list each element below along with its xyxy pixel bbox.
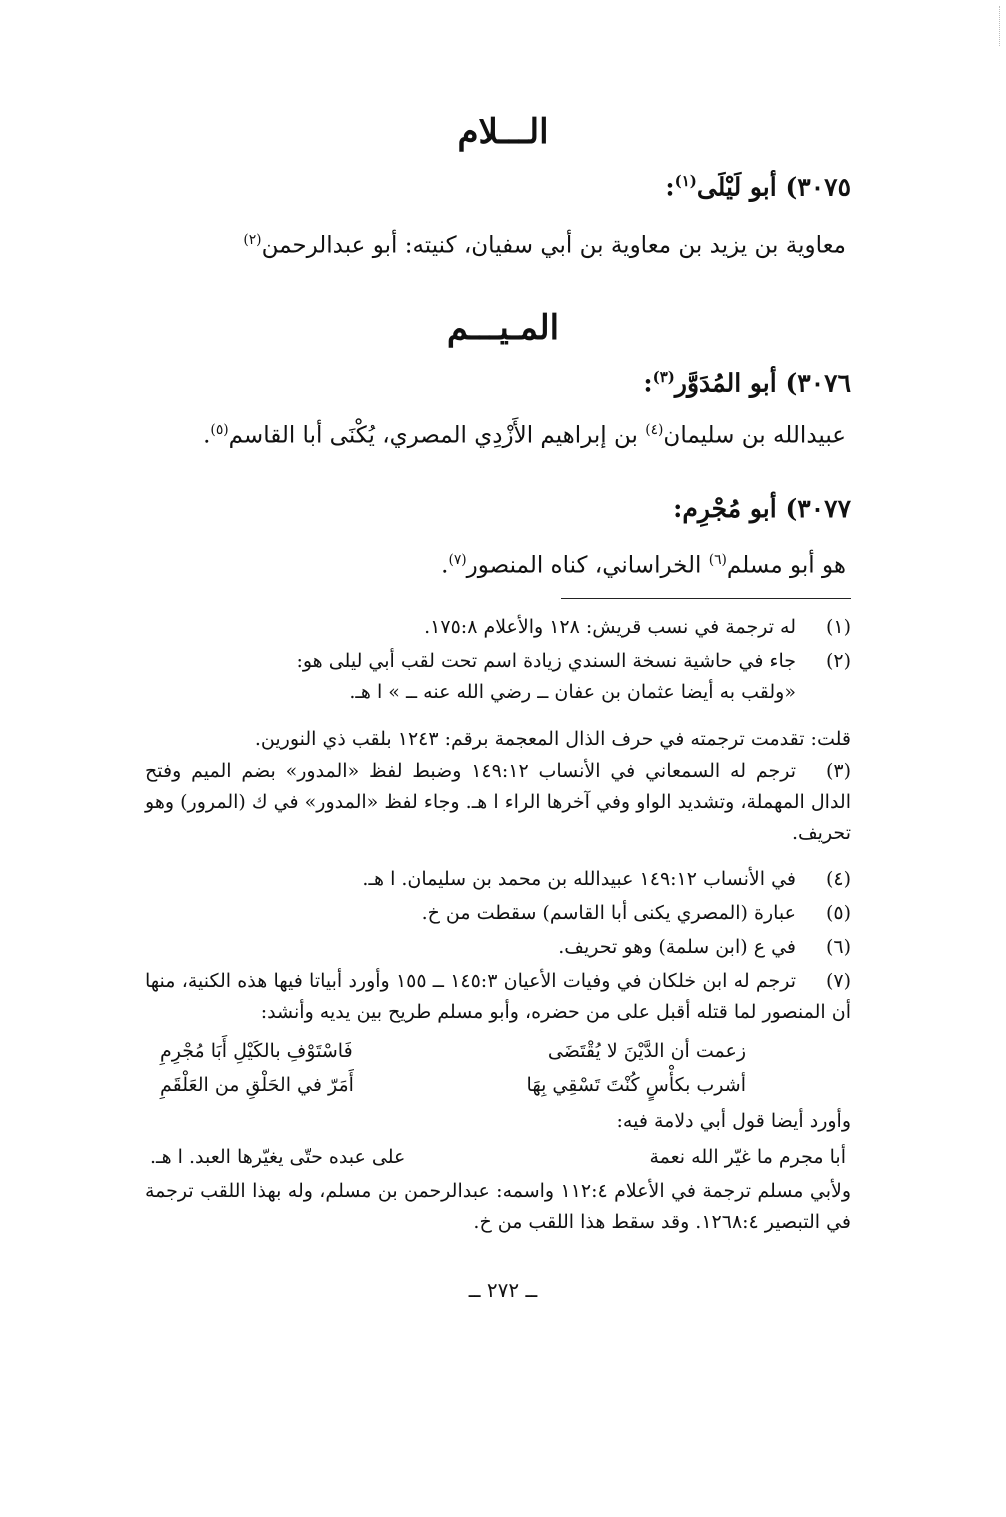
footnote-7-continuation: ولأبي مسلم ترجمة في الأعلام ١١٢:٤ واسمه: عبدالرحمن بن مسلم، وله بهذا اللقب ترجمة في التبصير ١٢٦٨:٤. وقد سقط هذا اللقب من خ. — [145, 1180, 851, 1233]
footnote-text: عبارة (المصري يكنى أبا القاسم) سقطت من خ. — [421, 902, 796, 924]
footnote-4 — [145, 864, 851, 895]
entry-body-text: عبيدالله بن سليمان — [663, 422, 846, 449]
entry-number: ٣٠٧٧) — [785, 494, 851, 523]
entry-body-end: . — [203, 422, 211, 449]
footnote-5 — [145, 898, 851, 929]
page-number: ــ ٢٧٢ ــ — [468, 1278, 538, 1302]
entry-3076-heading — [643, 368, 851, 397]
footnote-2-remark: قلت: تقدمت ترجمته في حرف الذال المعجمة برقم: ١٢٤٣ بلقب ذي النورين. — [254, 728, 851, 750]
footnote-number: (٢) — [825, 650, 851, 672]
page-edge-mark — [997, 6, 1000, 46]
footnote-1 — [145, 612, 851, 643]
section-title-mim: المـيـــم — [446, 308, 560, 348]
entry-3075-body — [150, 220, 846, 266]
footnote-number: (٥) — [825, 902, 851, 924]
footnote-7-continuation: وأورد أيضا قول أبي دلامة فيه: — [616, 1110, 851, 1132]
footnote-text: في ع (ابن سلمة) وهو تحريف. — [558, 936, 796, 958]
footnote-ref: (٢) — [243, 232, 262, 248]
entry-colon: : — [673, 494, 683, 523]
footnote-text: ترجم له ابن خلكان في وفيات الأعيان ١٤٥:٣ ــ ١٥٥ وأورد أبياتا فيها هذه الكنية، منها أن المنصور لما قتله أقبل على من حضره، وأبو مسلم طريح بين يديه وأنشد: — [145, 970, 851, 1023]
footnote-text: له ترجمة في نسب قريش: ١٢٨ والأعلام ١٧٥:٨. — [424, 616, 796, 638]
entry-colon: : — [665, 172, 675, 202]
verse-hemistich: على عبده حتّى يغيّرها العبد. ا هـ. — [150, 1146, 406, 1168]
verse-hemistich: أبا مجرم ما غيّر الله نعمة — [649, 1146, 846, 1168]
entry-3076-body — [150, 410, 846, 456]
verse-hemistich: أَمَرّ في الحَلْقِ من العَلْقَمِ — [160, 1074, 354, 1096]
footnote-number: (٦) — [825, 936, 851, 958]
footnote-text: جاء في حاشية نسخة السندي زيادة اسم تحت لقب أبي ليلى هو: — [296, 650, 796, 672]
footnote-ref: (٣) — [652, 368, 675, 386]
footnote-ref: (٤) — [645, 422, 664, 438]
footnote-separator — [561, 598, 851, 599]
footnote-2 — [145, 646, 851, 708]
footnote-7 — [145, 966, 851, 1028]
footnote-ref: (٥) — [210, 422, 229, 438]
footnote-number: (٣) — [825, 760, 851, 782]
verse-hemistich: فَاسْتَوْفِ بالكَيْلِ أَبَا مُجْرِمِ — [160, 1040, 353, 1062]
entry-name: أبو المُدَوَّر — [674, 368, 777, 398]
footnote-text: في الأنساب ١٤٩:١٢ عبيدالله بن محمد بن سليمان. ا هـ. — [362, 868, 796, 890]
footnote-text: ترجم له السمعاني في الأنساب ١٤٩:١٢ وضبط لفظ «المدور» بضم الميم وفتح الدال المهملة، وتشديد الواو وفي آخرها الراء ا هـ. وجاء لفظ «المدور» في ك (المرور) وهو تحريف. — [145, 760, 851, 844]
entry-3077-body — [150, 540, 846, 586]
footnote-ref: (١) — [674, 172, 697, 190]
entry-body-text: الخراساني، كناه المنصور — [466, 552, 709, 579]
entry-body-text: هو أبو مسلم — [726, 552, 846, 579]
footnote-ref: (٦) — [708, 552, 727, 568]
entry-body-text: بن إبراهيم الأَزْدِي المصري، يُكْنَى أبا القاسم — [228, 422, 646, 449]
entry-number: ٣٠٧٥) — [785, 172, 851, 202]
verse-hemistich: زعمت أن الدَّيْنَ لا يُقْتَضَى — [547, 1040, 746, 1062]
entry-body-end: . — [441, 552, 449, 579]
footnote-number: (٧) — [825, 970, 851, 992]
footnote-ref: (٧) — [448, 552, 467, 568]
entry-name: أبو مُجْرِم — [682, 494, 777, 523]
entry-name: أبو لَيْلَى — [696, 172, 777, 202]
entry-colon: : — [643, 368, 653, 398]
entry-number: ٣٠٧٦) — [785, 368, 851, 398]
footnote-number: (١) — [825, 616, 851, 638]
entry-3077-heading — [673, 494, 851, 523]
section-title-lam: الـــلام — [457, 112, 549, 152]
entry-3075-heading — [665, 172, 851, 201]
footnote-number: (٤) — [825, 868, 851, 890]
footnote-3 — [145, 756, 851, 849]
footnote-quote: «ولقب به أيضا عثمان بن عفان ــ رضي الله عنه ــ » ا هـ. — [349, 681, 796, 703]
entry-body-text: معاوية بن يزيد بن معاوية بن أبي سفيان، كنيته: أبو عبدالرحمن — [261, 232, 846, 259]
footnote-6 — [145, 932, 851, 963]
verse-hemistich: أشرب بكأْسٍ كُنْتَ تَسْقِي بِهَا — [526, 1074, 746, 1096]
